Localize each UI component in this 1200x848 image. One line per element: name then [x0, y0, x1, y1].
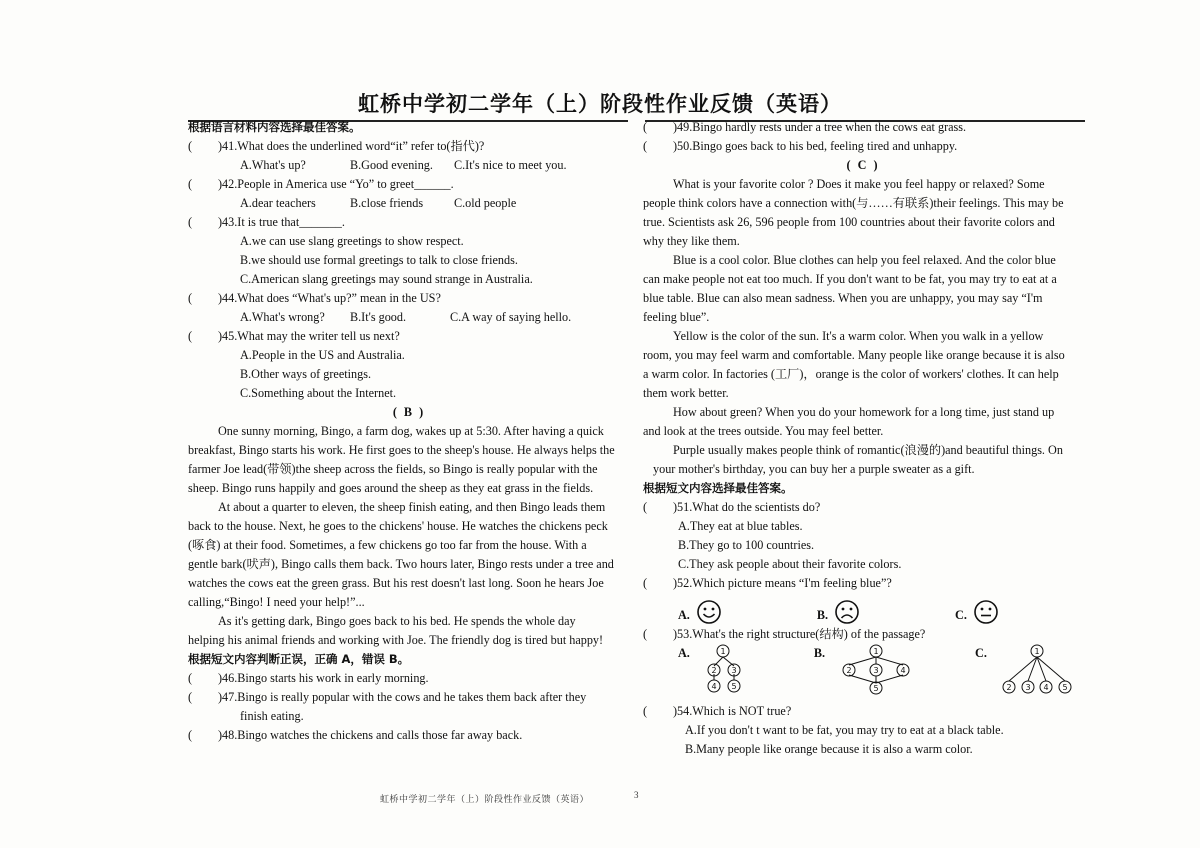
node-5: 5	[731, 682, 737, 691]
picture-option-c: C.	[955, 599, 999, 625]
picture-option-a: A.	[678, 599, 722, 625]
page-title: 虹桥中学初二学年（上）阶段性作业反馈（英语）	[358, 92, 842, 116]
option-c: C.American slang greetings may sound strange in Australia.	[240, 272, 533, 286]
node-5: 5	[873, 684, 879, 693]
question-45: ( )45.What may the writer tell us next?	[188, 329, 400, 343]
passage-c-paragraph-1: What is your favorite color ? Does it make you feel happy or relaxed? Some people think colors have a connection with(与……有联系)their feelings. This may be true. Scientists ask 26, 596 people from 100 countries about their favorite colors and why they like them.	[643, 177, 1064, 248]
passage-c-paragraph-2: Blue is a cool color. Blue clothes can help you feel relaxed. And the color blue can make people not eat too much. If you don't want to be fat, you may try to eat at a blue table. Blue can also mean sadness. When you are unhappy, you may say “I'm feeling blue”.	[643, 253, 1057, 324]
question-50: ( )50.Bingo goes back to his bed, feeling tired and unhappy.	[643, 139, 958, 153]
left-column	[188, 118, 630, 745]
passage-b-paragraph-1: One sunny morning, Bingo, a farm dog, wakes up at 5:30. After having a quick breakfast, Bingo starts his work. He first goes to the sheep's house. He always helps the farmer Joe lead(带领)the sheep across the fields, so Bingo is really popular with the sheep. Bingo runs happily and goes around the sheep as they eat grass in the fields.	[188, 424, 615, 495]
node-1: 1	[720, 647, 726, 656]
option-a: A.dear teachers	[240, 196, 316, 210]
option-a: A.If you don't t want to be fat, you may try to eat at a black table.	[685, 723, 1004, 737]
passage-b-paragraph-2: At about a quarter to eleven, the sheep finish eating, and then Bingo leads them back to the house. Next, he goes to the chickens' house. He watches the chickens peck (啄食) at their food. Sometimes, a few chickens go too far from the house. With a gentle bark(吠声), Bingo calls them back. Two hours later, Bingo rests under a tree and watches the cows eat the green grass. But his rest doesn't last long. Soon he hears Joe calling,“Bingo! I need your help!”...	[188, 500, 614, 609]
question-41-options	[188, 156, 630, 175]
node-3: 3	[731, 666, 737, 675]
question-47-continuation: finish eating.	[240, 709, 304, 723]
question-42: ( )42.People in America use “Yo” to greet______.	[188, 177, 454, 191]
node-1: 1	[1034, 647, 1040, 656]
question-54: ( )54.Which is NOT true?	[643, 704, 792, 718]
option-a: A.What's up?	[240, 158, 306, 172]
node-2: 2	[846, 666, 852, 675]
option-b: B.Other ways of greetings.	[240, 367, 371, 381]
option-a: A.People in the US and Australia.	[240, 348, 405, 362]
option-b: B.Good evening.	[350, 158, 433, 172]
happy-face-icon	[696, 599, 722, 625]
passage-c-paragraph-4: How about green? When you do your homework for a long time, just stand up and look at the trees outside. You may feel better.	[643, 405, 1055, 438]
node-4: 4	[900, 666, 906, 675]
right-column	[643, 118, 1083, 759]
option-b: B.They go to 100 countries.	[678, 538, 815, 552]
passage-c-paragraph-5: Purple usually makes people think of romantic(浪漫的)and beautiful things. On your mother's birthday, you can buy her a purple sweater as a gift.	[653, 443, 1063, 476]
picture-option-b: B.	[817, 599, 860, 625]
question-44: ( )44.What does “What's up?” mean in the US?	[188, 291, 441, 305]
passage-b-paragraph-3: As it's getting dark, Bingo goes back to his bed. He spends the whole day helping his animal friends and working with Joe. The friendly dog is tired but happy!	[188, 614, 604, 647]
question-51: ( )51.What do the scientists do?	[643, 500, 821, 514]
option-a: A.They eat at blue tables.	[678, 519, 803, 533]
question-53: ( )53.What's the right structure(结构) of the passage?	[643, 627, 926, 641]
question-46: ( )46.Bingo starts his work in early morning.	[188, 671, 429, 685]
question-41: ( )41.What does the underlined word“it” refer to(指代)?	[188, 139, 485, 153]
question-52: ( )52.Which picture means “I'm feeling blue”?	[643, 576, 892, 590]
question-53-structures	[643, 644, 1083, 702]
structure-option-c: C. 1 2 3 4 5	[975, 644, 1073, 702]
question-49: ( )49.Bingo hardly rests under a tree when the cows eat grass.	[643, 120, 967, 134]
question-42-options	[188, 194, 630, 213]
section-heading-true-false: 根据短文内容判断正误，正确 A，错误 B。	[188, 652, 410, 666]
option-a: A.What's wrong?	[240, 310, 325, 324]
option-c: C.A way of saying hello.	[450, 310, 572, 324]
part-c-heading: ( C )	[846, 158, 880, 172]
passage-c-paragraph-3: Yellow is the color of the sun. It's a warm color. When you walk in a yellow room, you may feel warm and comfortable. Many people like orange because it is also a warm color. In factories (工厂)，orange is the color of workers' clothes. It can help them work better.	[643, 329, 1065, 400]
option-c: C.They ask people about their favorite colors.	[678, 557, 902, 571]
node-3: 3	[1025, 683, 1031, 692]
option-a: A.we can use slang greetings to show respect.	[240, 234, 464, 248]
node-3: 3	[873, 666, 879, 675]
node-2: 2	[1006, 683, 1012, 692]
question-48: ( )48.Bingo watches the chickens and calls those far away back.	[188, 728, 523, 742]
question-47: ( )47.Bingo is really popular with the cows and he takes them back after they	[188, 690, 587, 704]
question-44-options	[188, 308, 630, 327]
option-c: C.old people	[454, 196, 517, 210]
node-4: 4	[1043, 683, 1049, 692]
part-b-heading: ( B )	[392, 405, 426, 419]
sad-face-icon	[834, 599, 860, 625]
section-heading-choice: 根据语言材料内容选择最佳答案。	[188, 120, 361, 134]
page-footer: 虹桥中学初二学年（上）阶段性作业反馈（英语）	[380, 795, 590, 805]
option-c: C.Something about the Internet.	[240, 386, 397, 400]
section-heading-choice-c: 根据短文内容选择最佳答案。	[643, 481, 793, 495]
option-b: B.we should use formal greetings to talk to close friends.	[240, 253, 518, 267]
structure-option-b: B. 1 2 3 4 5	[814, 644, 913, 702]
option-c: C.It's nice to meet you.	[454, 158, 567, 172]
node-4: 4	[711, 682, 717, 691]
option-b: B.close friends	[350, 196, 424, 210]
structure-diagram-b	[839, 644, 913, 696]
question-52-pictures	[643, 593, 1083, 625]
option-b: B.It's good.	[350, 310, 407, 324]
node-1: 1	[873, 647, 879, 656]
structure-option-a: A. 1 2 3 4 5	[678, 644, 752, 702]
question-43: ( )43.It is true that_______.	[188, 215, 345, 229]
node-2: 2	[711, 666, 717, 675]
structure-diagram-c	[1001, 644, 1073, 696]
option-b: B.Many people like orange because it is also a warm color.	[685, 742, 973, 756]
node-5: 5	[1062, 683, 1068, 692]
structure-diagram-a	[704, 644, 752, 696]
neutral-face-icon	[973, 599, 999, 625]
page-number: 3	[634, 790, 639, 800]
